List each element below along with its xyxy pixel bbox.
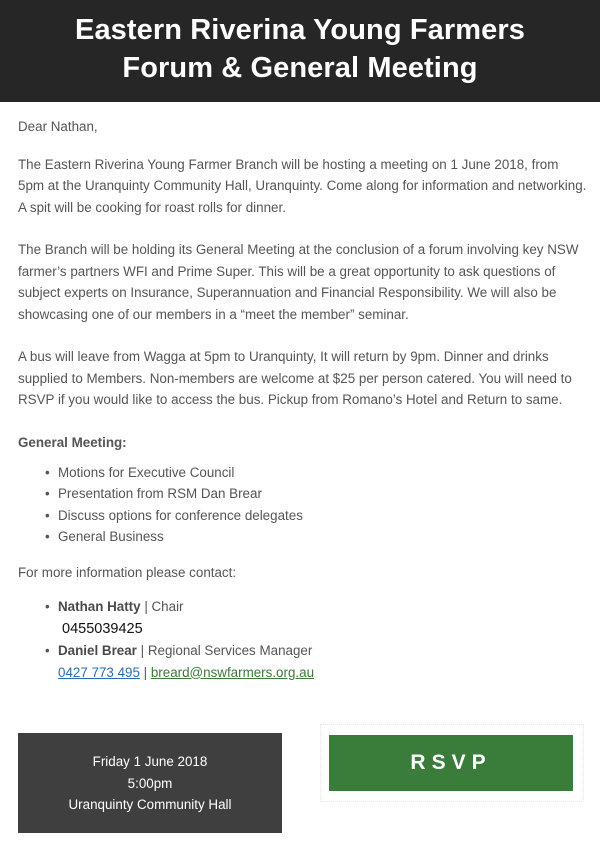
agenda-item: [45, 483, 588, 504]
agenda-item: [45, 526, 588, 547]
bullet-icon: •: [45, 507, 50, 523]
contact-intro: For more information please contact:: [18, 564, 237, 580]
meeting-agenda-list: [18, 462, 588, 548]
contact-separator: |: [136, 643, 148, 659]
contact-role: Chair: [151, 599, 184, 615]
agenda-item: [45, 462, 588, 483]
email-body: [18, 116, 588, 683]
contact-name: Daniel Brear: [58, 643, 137, 659]
agenda-item-label: Presentation from RSM Dan Brear: [58, 486, 262, 502]
event-details-box: [18, 733, 282, 833]
bus-paragraph: A bus will leave from Wagga at 5pm to Uranquinty, It will return by 9pm. Dinner and drinks supplied to Members. Non-members are welcome at $25 per person catered. You will need to RSVP if you would like to access the bus. Pickup from Romano’s Hotel and Return to same.: [18, 349, 572, 407]
contact-phone: 0455039425: [62, 620, 143, 637]
header-title-line-2: Forum & General Meeting: [122, 52, 478, 84]
contact-email-link[interactable]: breard@nswfarmers.org.au: [150, 664, 315, 680]
bullet-icon: •: [45, 643, 50, 659]
contact-item-chair: [45, 596, 588, 640]
contact-pipe: |: [139, 664, 151, 680]
agenda-item: [45, 505, 588, 526]
header-title-line-1: Eastern Riverina Young Farmers: [75, 14, 525, 46]
intro-paragraph: The Eastern Riverina Young Farmer Branch will be hosting a meeting on 1 June 2018, from 5pm at the Uranquinty Community Hall, Uranquinty. Come along for information and networking. A spit will be cooking for roast rolls for dinner.: [18, 156, 587, 215]
rsvp-container: [320, 724, 584, 802]
contact-item-rsm: [45, 640, 588, 683]
contact-list: [18, 596, 588, 683]
branch-paragraph: The Branch will be holding its General Meeting at the conclusion of a forum involving key NSW farmer’s partners WFI and Prime Super. This will be a great opportunity to ask questions of subject experts on Insurance, Superannuation and Financial Responsibility. We will also be showcasing one of our members in a “meet the member” seminar.: [18, 242, 579, 322]
agenda-item-label: General Business: [58, 529, 164, 545]
bullet-icon: •: [45, 465, 50, 480]
contact-phone-link[interactable]: 0427 773 495: [58, 664, 140, 680]
event-time: 5:00pm: [127, 775, 173, 791]
event-venue: Uranquinty Community Hall: [68, 797, 232, 812]
bullet-icon: •: [45, 529, 50, 545]
greeting: Dear Nathan,: [18, 119, 98, 134]
meeting-section-title: General Meeting:: [18, 434, 127, 450]
event-date: Friday 1 June 2018: [92, 754, 208, 769]
agenda-item-label: Motions for Executive Council: [58, 465, 235, 480]
contact-name: Nathan Hatty: [58, 599, 141, 615]
bullet-icon: •: [45, 486, 50, 502]
rsvp-button[interactable]: RSVP: [329, 735, 573, 791]
contact-separator: |: [140, 599, 152, 615]
contact-role: Regional Services Manager: [147, 643, 313, 659]
bullet-icon: •: [45, 599, 50, 615]
header-banner: [0, 0, 600, 102]
agenda-item-label: Discuss options for conference delegates: [58, 507, 303, 523]
